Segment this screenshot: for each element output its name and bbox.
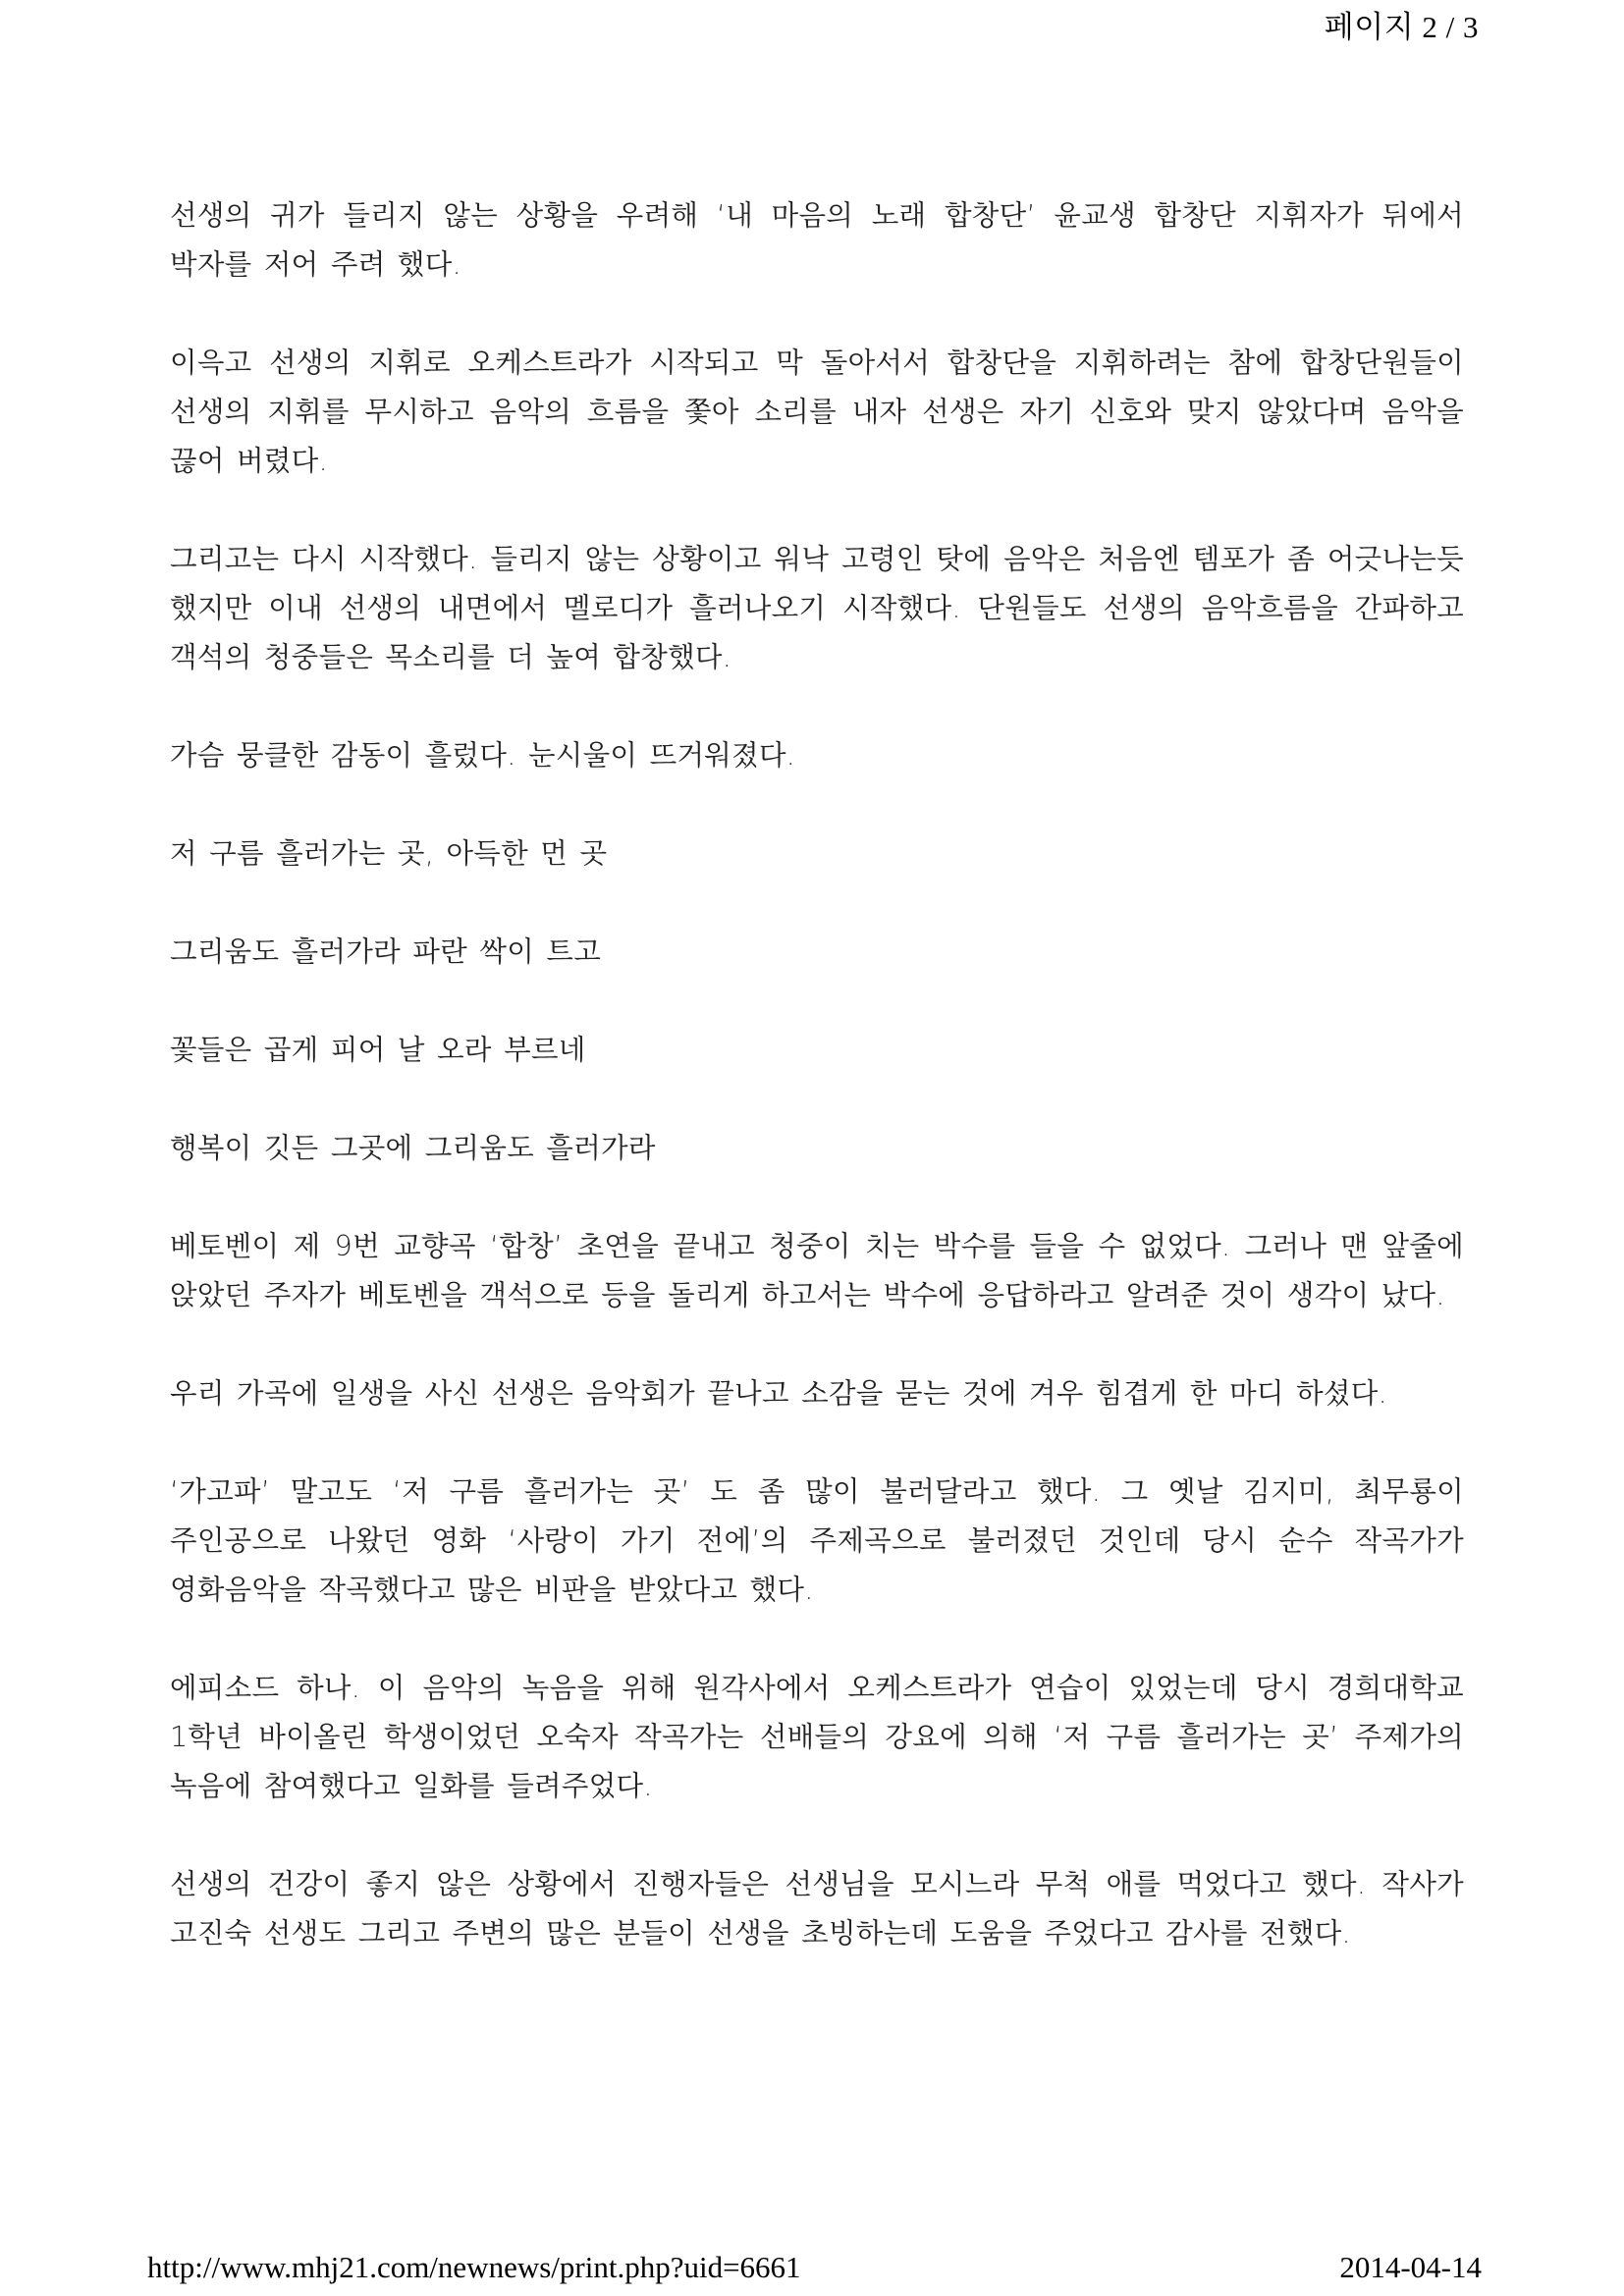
page-indicator: 페이지 2 / 3	[1324, 10, 1479, 44]
paragraph: 가슴 뭉클한 감동이 흘렀다. 눈시울이 뜨거워졌다.	[170, 739, 796, 772]
source-url: http://www.mhj21.com/newnews/print.php?uid=6661	[147, 2250, 801, 2284]
print-date: 2014-04-14	[1339, 2250, 1482, 2284]
paragraph: 에피소드 하나. 이 음악의 녹음을 위해 원각사에서 오케스트라가 연습이 있었는데 당시 경희대학교 1학년 바이올린 학생이었던 오숙자 작곡가는 선배들의 강요에 의해 ‘저 구름 흘러가는 곳’ 주제가의 녹음에 참여했다고 일화를 들려주었다.	[170, 1672, 1464, 1802]
paragraph: 그리고는 다시 시작했다. 들리지 않는 상황이고 워낙 고령인 탓에 음악은 처음엔 템포가 좀 어긋나는듯 했지만 이내 선생의 내면에서 멜로디가 흘러나오기 시작했다. 단원들도 선생의 음악흐름을 간파하고 객석의 청중들은 목소리를 더 높여 합창했다.	[170, 543, 1464, 673]
lyric-line: 행복이 깃든 그곳에 그리움도 흘러가라	[170, 1132, 656, 1164]
paragraph: ‘가고파’ 말고도 ‘저 구름 흘러가는 곳’ 도 좀 많이 불러달라고 했다. 그 옛날 김지미, 최무룡이 주인공으로 나왔던 영화 ‘사랑이 가기 전에’의 주제곡으로 불러졌던 것인데 당시 순수 작곡가가 영화음악을 작곡했다고 많은 비판을 받았다고 했다.	[170, 1475, 1464, 1606]
lyric-line: 저 구름 흘러가는 곳, 아득한 먼 곳	[170, 837, 608, 870]
page-footer	[147, 2250, 1482, 2285]
paragraph: 선생의 건강이 좋지 않은 상황에서 진행자들은 선생님을 모시느라 무척 애를 먹었다고 했다. 작사가 고진숙 선생도 그리고 주변의 많은 분들이 선생을 초빙하는데 도움을 주었다고 감사를 전했다.	[170, 1868, 1464, 1949]
lyric-line: 꽃들은 곱게 피어 날 오라 부르네	[170, 1034, 586, 1066]
article-body	[170, 191, 1464, 2007]
paragraph: 베토벤이 제 9번 교향곡 ‘합창’ 초연을 끝내고 청중이 치는 박수를 들을 수 없었다. 그러나 맨 앞줄에 앉았던 주자가 베토벤을 객석으로 등을 돌리게 하고서는 박수에 응답하라고 알려준 것이 생각이 났다.	[170, 1230, 1464, 1311]
lyric-line: 그리움도 흘러가라 파란 싹이 트고	[170, 935, 602, 968]
paragraph: 이윽고 선생의 지휘로 오케스트라가 시작되고 막 돌아서서 합창단을 지휘하려는 참에 합창단원들이 선생의 지휘를 무시하고 음악의 흐름을 쫓아 소리를 내자 선생은 자기 신호와 맞지 않았다며 음악을 끊어 버렸다.	[170, 347, 1464, 477]
paragraph: 선생의 귀가 들리지 않는 상황을 우려해 ‘내 마음의 노래 합창단’ 윤교생 합창단 지휘자가 뒤에서 박자를 저어 주려 했다.	[170, 199, 1464, 281]
paragraph: 우리 가곡에 일생을 사신 선생은 음악회가 끝나고 소감을 묻는 것에 겨우 힘겹게 한 마디 하셨다.	[170, 1377, 1387, 1410]
